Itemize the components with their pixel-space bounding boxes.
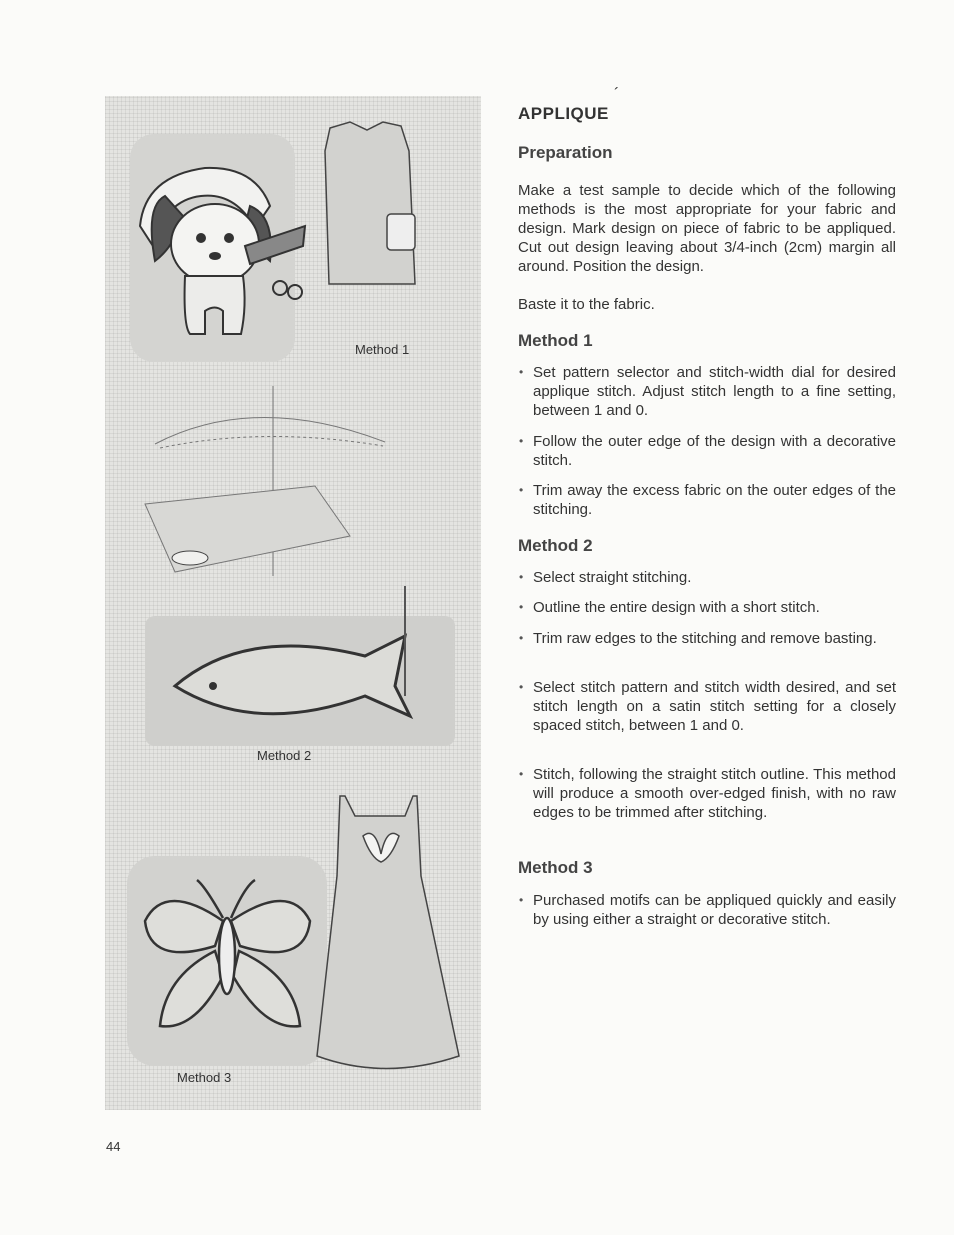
method-3-item: • Purchased motifs can be appliqued quickly and easily by using either a straight or decorative stitch. — [518, 891, 896, 929]
method-2-heading: Method 2 — [518, 536, 593, 555]
method-3-caption: Method 3 — [177, 1070, 232, 1085]
method-2-item: • Outline the entire design with a short stitch. — [518, 598, 896, 617]
preparation-heading: Preparation — [518, 143, 613, 162]
method-2-item: • Select straight stitching. — [518, 568, 896, 587]
method-1-item: • Follow the outer edge of the design with a decorative stitch. — [518, 432, 896, 470]
fish-applique-illustration — [145, 586, 455, 746]
accent-mark: ´ — [614, 86, 620, 103]
dress-with-pocket-illustration — [325, 122, 415, 284]
method-2-caption: Method 2 — [257, 748, 312, 763]
apron-illustration — [317, 796, 459, 1069]
method-3-heading: Method 3 — [518, 858, 593, 877]
method-1-heading: Method 1 — [518, 331, 593, 350]
illustrations-drawing — [105, 96, 481, 1110]
method-1-caption: Method 1 — [355, 342, 410, 357]
puppy-applique-illustration — [130, 134, 305, 362]
butterfly-applique-illustration — [127, 856, 327, 1066]
preparation-text: Make a test sample to decide which of the following methods is the most appropriate for your fabric and design. Mark design on piece of fabric to be appliqued. Cut out design leaving about 3/4-inch (2cm) margin all around. Position the design. — [518, 182, 896, 275]
method-2-item: • Select stitch pattern and stitch width desired, and set stitch length on a satin stitch setting for a closely spaced stitch, between 1 and 0. — [518, 678, 896, 735]
method-2-item: • Stitch, following the straight stitch outline. This method will produce a smooth over-edged finish, with no raw edges to be trimmed after stitching. — [518, 765, 896, 822]
method-2-item: • Trim raw edges to the stitching and remove basting. — [518, 629, 896, 648]
method-1-item: • Trim away the excess fabric on the outer edges of the stitching. — [518, 481, 896, 519]
illustration-panel — [105, 96, 481, 1110]
umbrella-fabric-illustration — [145, 386, 385, 576]
method-1-item: • Set pattern selector and stitch-width dial for desired applique stitch. Adjust stitch length to a fine setting, between 1 and 0. — [518, 363, 896, 420]
page-title: APPLIQUE — [518, 104, 609, 123]
page-number: 44 — [106, 1139, 121, 1154]
preparation-text-baste: Baste it to the fabric. — [518, 296, 655, 313]
